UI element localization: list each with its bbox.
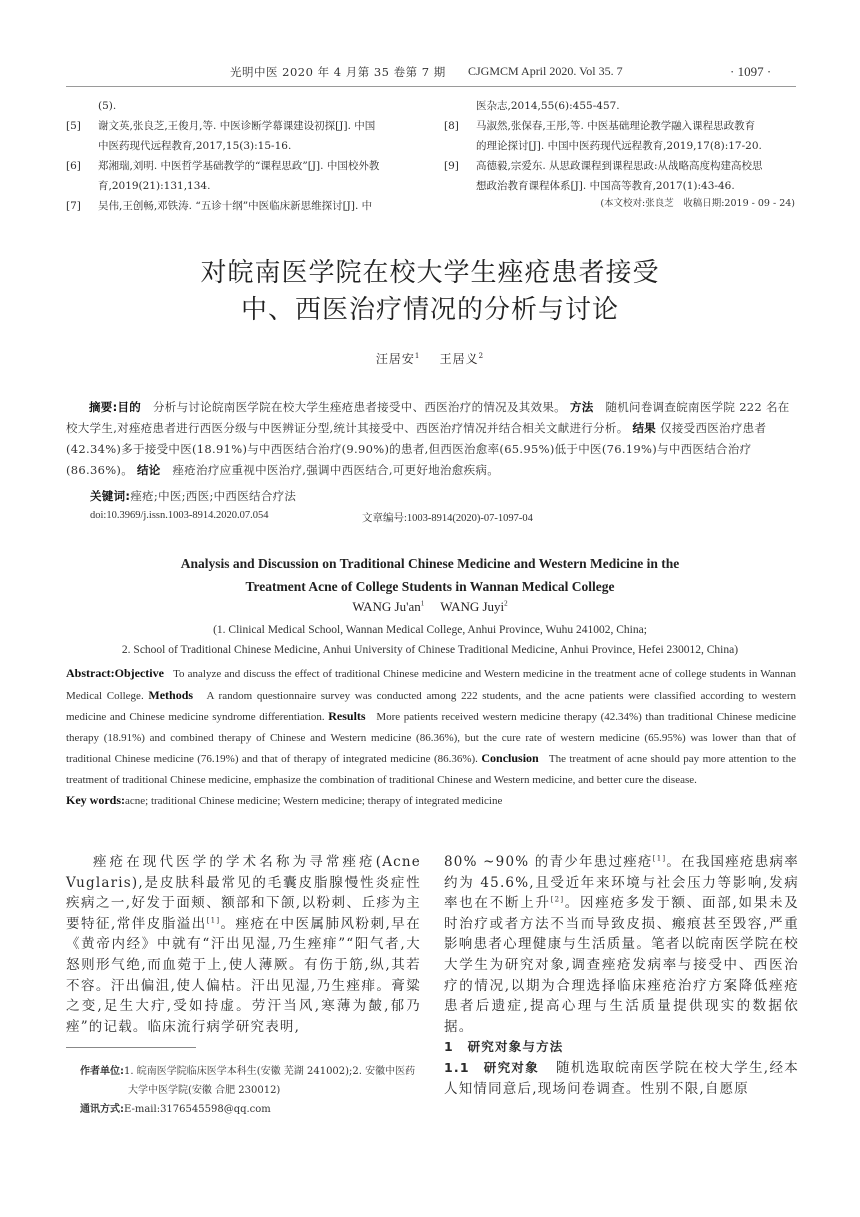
reference-item [66, 116, 453, 136]
body-text: 随机选取皖南医学院在校大学生,经本人知情同意后,现场问卷调查。性别不限,自愿原 [444, 1059, 799, 1097]
reference-number: [5] [66, 120, 81, 132]
keywords-text: 痤疮;中医;西医;中西医结合疗法 [130, 489, 297, 503]
reference-number: [7] [66, 200, 81, 212]
abstract-results: 仅接受西医治疗患者(42.34%)多于接受中医(18.91%)与中西医结合治疗(9.90%)的患者,但西医治愈率(65.95%)低于中医(76.19%)与中西医结合治疗(86.36%)。 [66, 421, 767, 477]
reference-text: 马淑然,张保春,王彤,等. 中医基础理论教学融入课程思政教育 [476, 120, 756, 132]
abstract-en-label: Abstract:Objective [66, 666, 164, 680]
abstract-en [66, 663, 796, 812]
citation-1[interactable]: [1] [206, 916, 221, 925]
authors-cn [0, 350, 860, 367]
references-right [444, 96, 831, 196]
abstract-en-conclusion-label: Conclusion [481, 751, 539, 765]
citation-2[interactable]: [2] [550, 895, 565, 904]
body-left-column [66, 852, 421, 1037]
body-text: 。痤疮在中医属肺风粉刺,早在《黄帝内经》中就有“汗出见湿,乃生痤痱”“阳气者,大怒则形气绝,而血菀于上,使人薄厥。有伤于筋,纵,其若不容。汗出偏沮,使人偏枯。汗出见湿,乃生痤痱。膏粱之变,足生大疔,受如持虚。劳汗当风,寒薄为皶,郁乃痤”的记载。临床流行病学研究表明, [66, 915, 421, 1035]
body-text: 80% ~90% 的青少年患过痤疮 [444, 854, 653, 870]
title-en-line-2: Treatment Acne of College Students in Wannan Medical College [245, 579, 615, 594]
reference-number: [6] [66, 160, 81, 172]
reference-item [66, 136, 453, 156]
doi: doi:10.3969/j.issn.1003-8914.2020.07.054 [90, 510, 269, 521]
article-title-cn [0, 255, 860, 329]
subsection-heading-1-1: 1.1 研究对象 [444, 1059, 540, 1075]
author-2-affil: 2 [478, 352, 485, 360]
title-en-line-1: Analysis and Discussion on Traditional Chinese Medicine and Western Medicine in the [180, 556, 680, 571]
abstract-en-results-label: Results [328, 709, 366, 723]
abstract-en-methods-label: Methods [148, 687, 194, 702]
reference-item [444, 156, 831, 176]
abstract-en-results: More patients received western medicine therapy (42.34%) than traditional Chinese medicine therapy (18.91%) and combined therapy of Chinese and Western medicine (86.36%), but the cure rate of western medicine (65.95%) was lower than that of traditional Chinese medicine (76.19%) and that of therapy of integrated medicine (86.36%). [66, 711, 797, 765]
reference-number: [9] [444, 160, 459, 172]
reference-number: [8] [444, 120, 459, 132]
author-unit-label: 作者单位: [80, 1066, 124, 1077]
keywords-en-label: Key words: [66, 793, 125, 807]
body-text: 痤疮在现代医学的学术名称为寻常痤疮(Acne Vuglaris),是皮肤科最常见的毛囊皮脂腺慢性炎症性疾病之一,好发于面颊、额部和下颌,以粉刺、丘疹为主要特征,常伴皮脂溢出 [66, 854, 421, 932]
article-number: 文章编号:1003-8914(2020)-07-1097-04 [362, 513, 533, 524]
journal-name-en: CJGMCM April 2020. Vol 35. 7 [468, 64, 623, 78]
authors-en [0, 599, 860, 615]
section-heading-1: 1 研究对象与方法 [444, 1039, 564, 1055]
methods-label: 方法 [569, 400, 594, 414]
reference-text: 吴伟,王创畅,邓铁涛. “五诊十纲”中医临床新思维探讨[J]. 中 [98, 200, 373, 212]
author-en-2-affil: 2 [504, 599, 508, 608]
author-en-1: WANG Ju'an [352, 599, 421, 614]
reference-text: (5). [98, 100, 117, 112]
reference-item [444, 176, 831, 196]
abstract-cn [66, 397, 796, 481]
affiliation-1: (1. Clinical Medical School, Wannan Medical College, Anhui Province, Wuhu 241002, China; [213, 624, 647, 636]
reference-text: 想政治教育课程体系[J]. 中国高等教育,2017(1):43-46. [476, 180, 735, 192]
reference-item [444, 116, 831, 136]
citation-1[interactable]: [1] [652, 854, 667, 863]
author-1-affil: 1 [414, 352, 421, 360]
conclusion-label: 结论 [137, 463, 161, 477]
author-unit-text: 1. 皖南医学院临床医学本科生(安徽 芜湖 241002);2. 安徽中医药大学中医学院(安徽 合肥 230012) [124, 1066, 416, 1096]
reference-item [444, 96, 831, 116]
reference-item [66, 156, 453, 176]
contact-email[interactable]: E-mail:3176545598@qq.com [124, 1104, 271, 1115]
page-number: · 1097 · [730, 64, 772, 79]
body-right-column [444, 852, 799, 1099]
reference-text: 郑湘瑞,刘明. 中医哲学基础教学的“课程思政”[J]. 中国校外教 [98, 160, 380, 172]
abstract-objective: 分析与讨论皖南医学院在校大学生痤疮患者接受中、西医治疗的情况及其效果。 [152, 400, 566, 414]
reference-item [66, 176, 453, 196]
header-rule [66, 86, 796, 87]
results-label: 结果 [632, 421, 657, 435]
contact-label: 通讯方式: [80, 1104, 124, 1115]
reference-item [66, 96, 453, 116]
journal-name-cn: 光明中医 2020 年 4 月第 35 卷第 7 期 [230, 65, 446, 79]
title-line-1: 对皖南医学院在校大学生痤疮患者接受 [200, 258, 660, 288]
body-text: 。因痤疮多发于额、面部,如果未及时治疗或者方法不当而导致皮损、瘢痕甚至毁容,严重影响患者心理健康与生活质量。笔者以皖南医学院在校大学生为研究对象,调查痤疮发病率与接受中、西医治疗的情况,以期为合理选择临床痤疮治疗方案降低痤疮患者后遗症,提高心理与生活质量提供现实的数据依据。 [444, 895, 799, 1035]
author-en-2: WANG Juyi [440, 599, 505, 614]
keywords-cn [90, 486, 820, 507]
author-2: 王居义 [439, 352, 479, 366]
body-text: 。在我国痤疮患病率约为 45.6%,且受近年来环境与社会压力等影响,发病率也在不断上升 [444, 854, 799, 912]
article-title-en [0, 552, 860, 598]
abstract-en-methods: A random questionnaire survey was conducted among 222 students, and the acne patients were classified according to western medicine and Chinese medicine syndrome differentiation. [66, 689, 796, 723]
keywords-label: 关键词: [90, 489, 131, 503]
abstract-methods: 随机问卷调查皖南医学院 222 名在校大学生,对痤疮患者进行西医分级与中医辨证分型,统计其接受中、西医治疗情况并结合相关文献进行分析。 [66, 400, 790, 435]
affiliation-2: 2. School of Traditional Chinese Medicine, Anhui University of Chinese Traditional Medicine, Anhui Province, Hefei 230012, China) [121, 644, 739, 656]
reference-item [444, 136, 831, 156]
footnote [66, 1062, 421, 1119]
reference-text: 中医药现代远程教育,2017,15(3):15-16. [98, 140, 292, 152]
reference-text: 谢文英,张良芝,王俊月,等. 中医诊断学幕课建设初探[J]. 中国 [98, 120, 376, 132]
abstract-label: 摘要:目的 [89, 400, 142, 414]
reference-text: 育,2019(21):131,134. [98, 180, 211, 192]
title-line-2: 中、西医治疗情况的分析与讨论 [240, 295, 619, 325]
keywords-en-text: acne; traditional Chinese medicine; Western medicine; therapy of integrated medicine [125, 795, 503, 807]
author-en-1-affil: 1 [420, 599, 425, 608]
abstract-en-conclusion: The treatment of acne should pay more attention to the treatment of traditional Chinese medicine, emphasize the combination of traditional Chinese and Western medicine, and better cure the disease. [66, 753, 796, 786]
running-header [0, 64, 860, 82]
footnote-rule [66, 1047, 196, 1048]
reference-text: 高德毅,宗爱东. 从思政课程到课程思政:从战略高度构建高校思 [476, 160, 763, 172]
reference-text: 医杂志,2014,55(6):455-457. [476, 100, 620, 112]
references-left [66, 96, 453, 216]
abstract-conclusion: 痤疮治疗应重视中医治疗,强调中西医结合,可更好地治愈疾病。 [172, 463, 499, 477]
abstract-en-objective: To analyze and discuss the effect of traditional Chinese medicine and Western medicine in the treatment acne of college students in Wannan Medical College. [66, 668, 796, 702]
author-1: 汪居安 [375, 352, 415, 366]
reference-item [66, 196, 453, 216]
proof-note: (本文校对:张良芝 收稿日期:2019 - 09 - 24) [600, 198, 795, 209]
reference-text: 的理论探讨[J]. 中国中医药现代远程教育,2019,17(8):17-20. [476, 140, 762, 152]
